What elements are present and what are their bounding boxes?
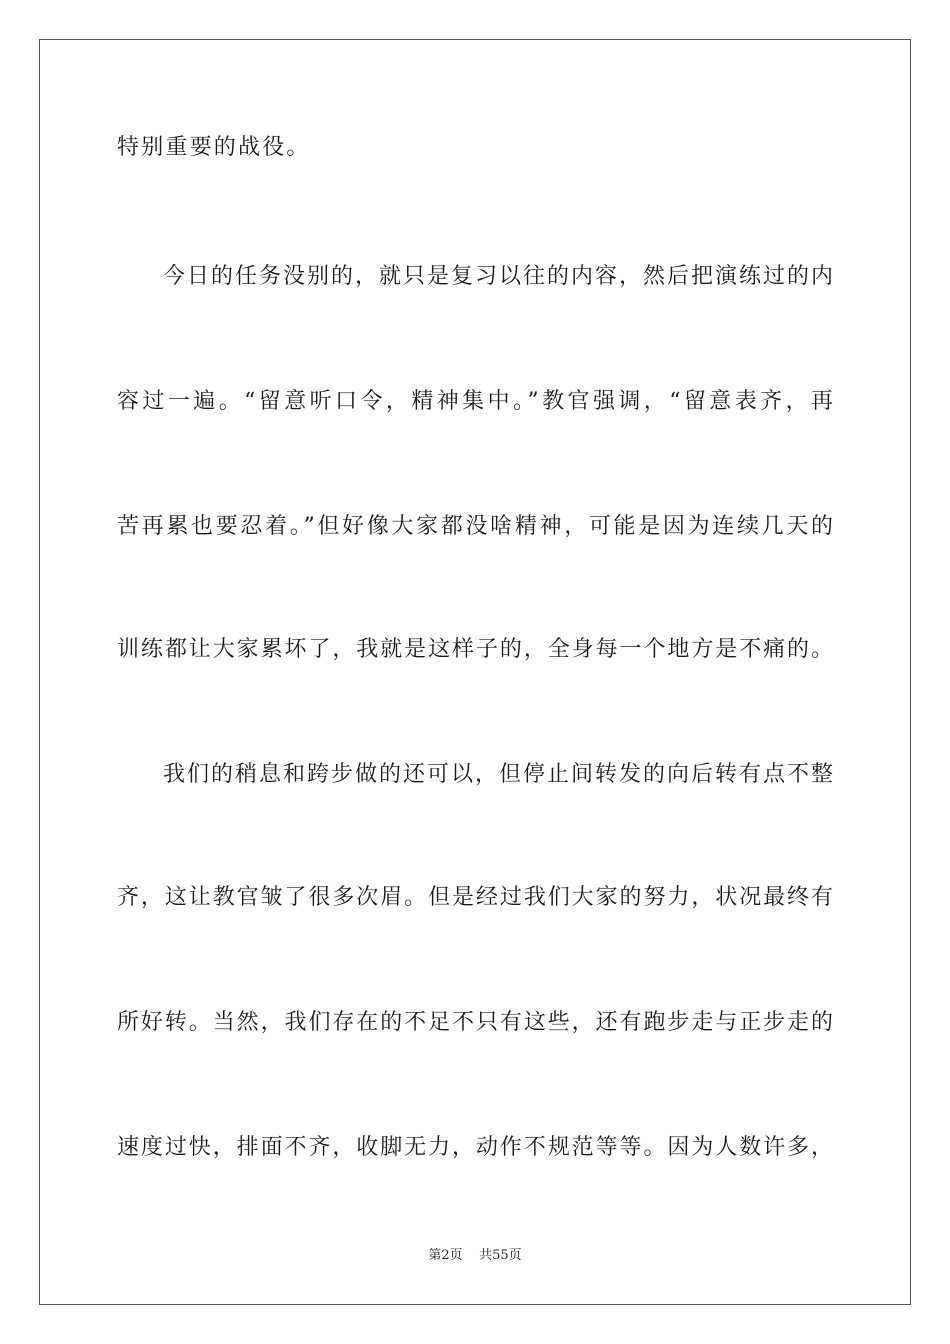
page-footer (0, 1247, 950, 1265)
page-number: 第2页 (428, 1248, 463, 1263)
paragraph-line: 速度过快，排面不齐，收脚无力，动作不规范等等。因为人数许多， (117, 1135, 833, 1160)
paragraph-line: 所好转。当然，我们存在的不足不只有这些，还有跑步走与正步走的 (117, 1010, 833, 1035)
paragraph-line: 训练都让大家累坏了，我就是这样子的，全身每一个地方是不痛的。 (117, 637, 833, 662)
paragraph-line: 容过一遍。“留意听口令，精神集中。”教官强调，“留意表齐，再 (117, 389, 833, 414)
paragraph-line: 今日的任务没别的，就只是复习以往的内容，然后把演练过的内 (163, 264, 833, 289)
paragraph-line: 齐，这让教官皱了很多次眉。但是经过我们大家的努力，状况最终有 (117, 885, 833, 910)
paragraph-line: 特别重要的战役。 (117, 135, 311, 160)
page-border (39, 39, 911, 1305)
paragraph-line: 苦再累也要忍着。”但好像大家都没啥精神，可能是因为连续几天的 (117, 514, 833, 539)
paragraph-line: 我们的稍息和跨步做的还可以，但停止间转发的向后转有点不整 (163, 762, 833, 787)
page-total: 共55页 (479, 1248, 522, 1263)
